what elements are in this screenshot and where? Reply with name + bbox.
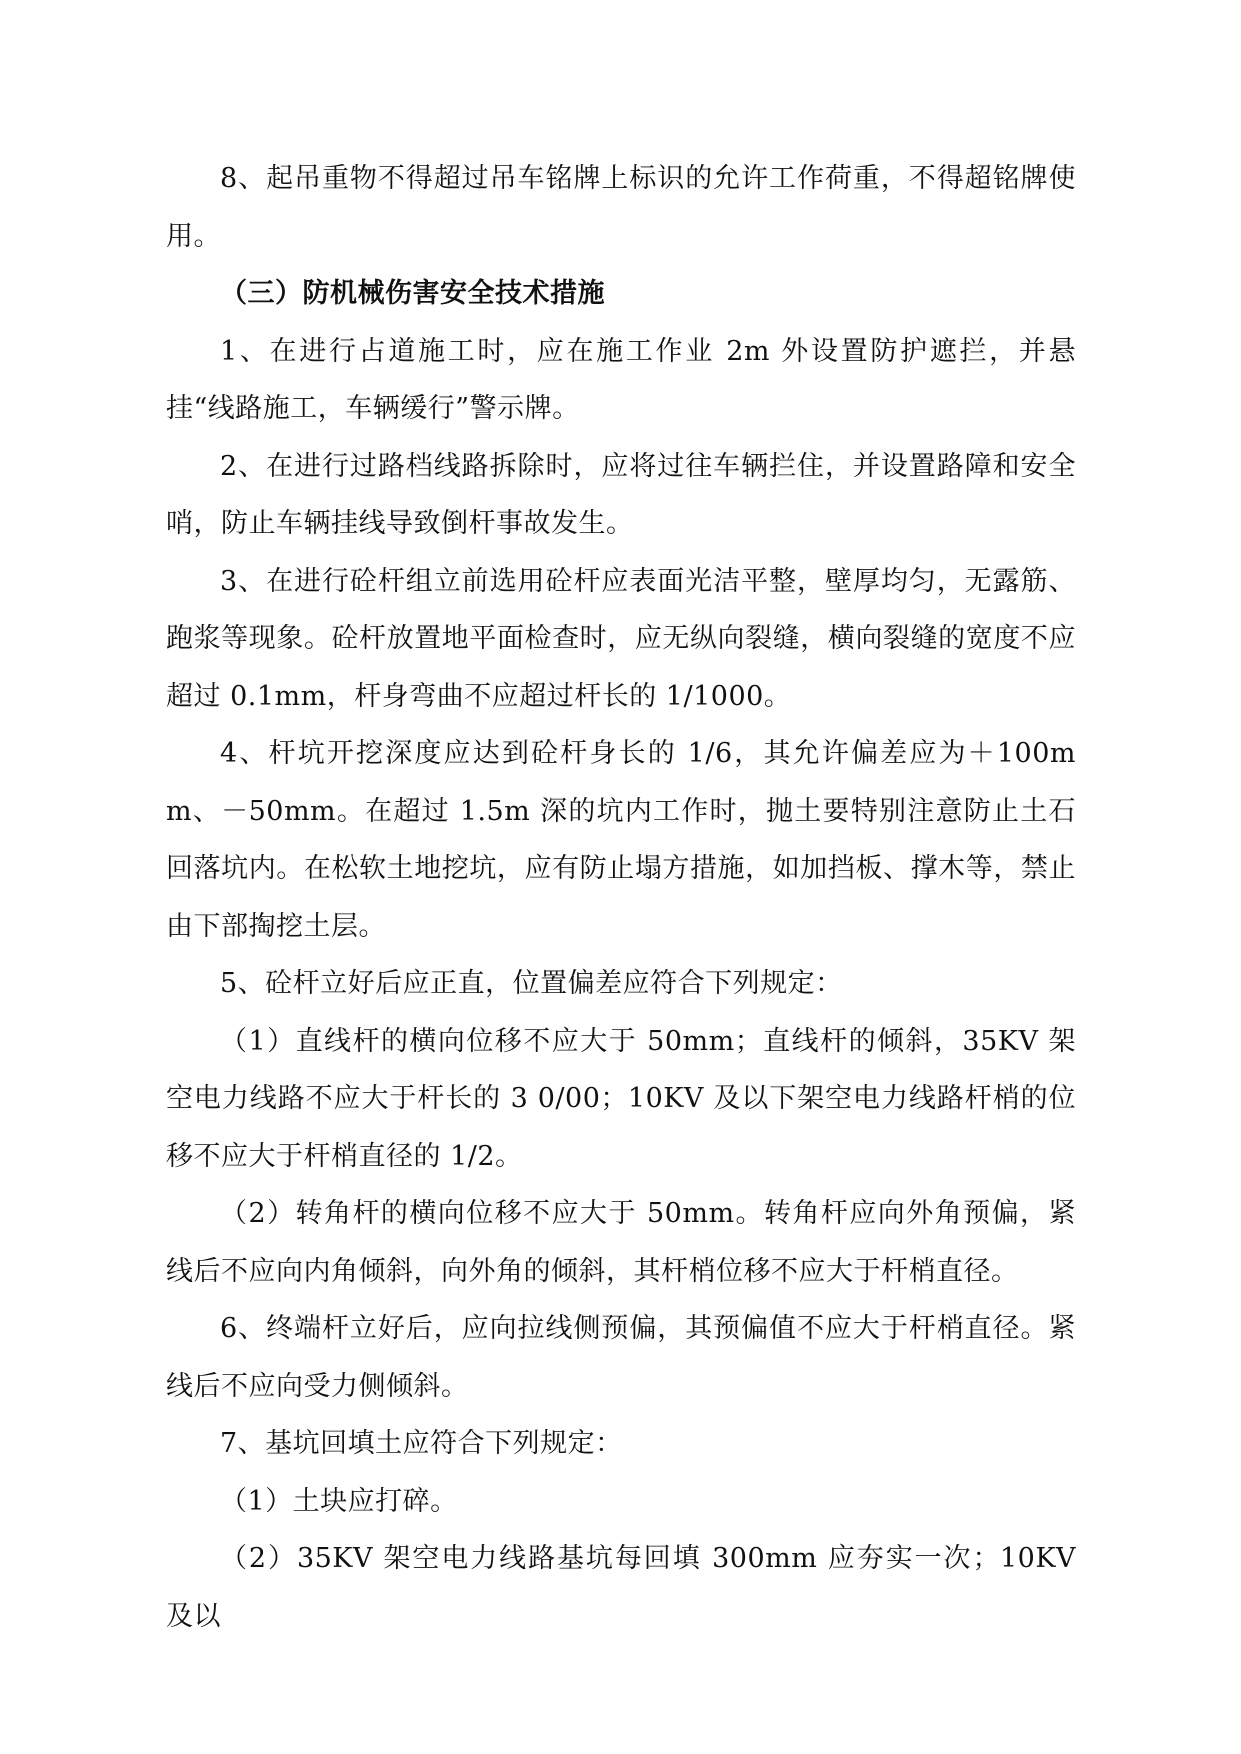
paragraph-sub-item-1b: （1）土块应打碎。	[220, 1485, 458, 1517]
paragraph-item-8: 8、起吊重物不得超过吊车铭牌上标识的允许工作荷重，不得超铭牌使用。	[166, 163, 1076, 252]
paragraph-item-1: 1、在进行占道施工时，应在施工作业 2m 外设置防护遮拦，并悬挂“线路施工，车辆缓行”警示牌。	[166, 335, 1076, 424]
section-heading: （三）防机械伤害安全技术措施	[220, 278, 605, 309]
paragraph-item-2: 2、在进行过路档线路拆除时，应将过往车辆拦住，并设置路障和安全哨，防止车辆挂线导致倒杆事故发生。	[166, 450, 1076, 539]
paragraph-sub-item-1: （1）直线杆的横向位移不应大于 50mm；直线杆的倾斜，35KV 架空电力线路不应大于杆长的 3 0/00；10KV 及以下架空电力线路杆梢的位移不应大于杆梢直径的 1/2。	[166, 1025, 1076, 1172]
paragraph-sub-item-2b: （2）35KV 架空电力线路基坑每回填 300mm 应夯实一次；10KV 及以	[166, 1543, 1076, 1632]
paragraph-sub-item-2: （2）转角杆的横向位移不应大于 50mm。转角杆应向外角预偏，紧线后不应向内角倾斜，向外角的倾斜，其杆梢位移不应大于杆梢直径。	[166, 1198, 1076, 1287]
paragraph-item-7: 7、基坑回填土应符合下列规定：	[220, 1428, 623, 1459]
document-body	[166, 150, 1076, 1645]
paragraph-item-3: 3、在进行砼杆组立前选用砼杆应表面光洁平整，壁厚均匀，无露筋、跑浆等现象。砼杆放置地平面检查时，应无纵向裂缝，横向裂缝的宽度不应超过 0.1mm，杆身弯曲不应超过杆长的 1/1000。	[166, 565, 1076, 712]
paragraph-item-5: 5、砼杆立好后应正直，位置偏差应符合下列规定：	[220, 968, 843, 999]
paragraph-item-4: 4、杆坑开挖深度应达到砼杆身长的 1/6，其允许偏差应为＋100mm、－50mm。在超过 1.5m 深的坑内工作时，抛土要特别注意防止土石回落坑内。在松软土地挖坑，应有防止塌方措施，如加挡板、撑木等，禁止由下部掏挖土层。	[166, 738, 1076, 942]
paragraph-item-6: 6、终端杆立好后，应向拉线侧预偏，其预偏值不应大于杆梢直径。紧线后不应向受力侧倾斜。	[166, 1313, 1076, 1402]
